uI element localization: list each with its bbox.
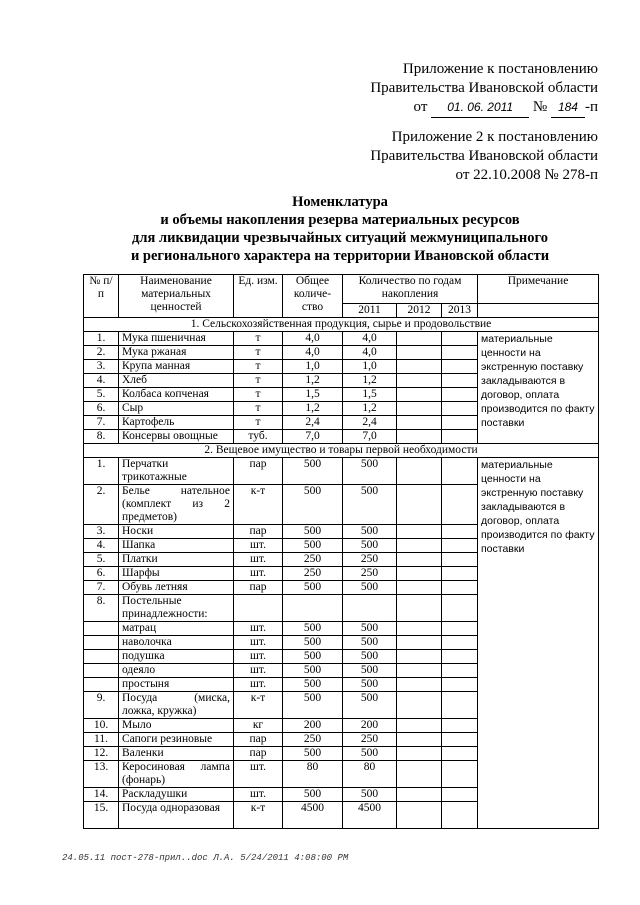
total-quantity: 2,4 [283,416,343,430]
col-header-num: № п/п [84,275,119,318]
qty-2011: 500 [343,636,397,650]
qty-2011: 500 [343,622,397,636]
row-number: 6. [84,567,119,581]
qty-2013 [442,539,478,553]
item-name: Обувь летняя [119,581,234,595]
col-header-total: Общее количе-ство [283,275,343,318]
qty-2011: 2,4 [343,416,397,430]
row-number: 3. [84,525,119,539]
unit: т [234,332,283,346]
total-quantity: 500 [283,678,343,692]
qty-2011: 500 [343,458,397,485]
qty-2013 [442,692,478,719]
row-number: 4. [84,374,119,388]
total-quantity: 500 [283,525,343,539]
unit: шт. [234,788,283,802]
row-number: 2. [84,346,119,360]
total-quantity: 500 [283,539,343,553]
item-name: Шарфы [119,567,234,581]
item-name: Перчатки трикотажные [119,458,234,485]
qty-2012 [397,360,442,374]
qty-2013 [442,332,478,346]
qty-2013 [442,402,478,416]
section-row [84,318,599,332]
row-number [84,664,119,678]
handwritten-date: 01. 06. 2011 [431,98,529,118]
total-quantity: 500 [283,622,343,636]
total-quantity: 500 [283,664,343,678]
qty-2011: 200 [343,719,397,733]
total-quantity: 500 [283,788,343,802]
total-quantity: 7,0 [283,430,343,444]
item-name: Посуда (миска, ложка, кружка) [119,692,234,719]
item-name: Мыло [119,719,234,733]
section-row [84,444,599,458]
row-number [84,650,119,664]
total-quantity: 500 [283,636,343,650]
unit: шт. [234,622,283,636]
item-name: Сапоги резиновые [119,733,234,747]
qty-2011: 4,0 [343,332,397,346]
item-name: наволочка [119,636,234,650]
row-number: 8. [84,430,119,444]
total-quantity: 1,5 [283,388,343,402]
qty-2011: 4500 [343,802,397,829]
col-header-name: Наименование материальных ценностей [119,275,234,318]
qty-2012 [397,802,442,829]
qty-2013 [442,485,478,525]
qty-2013 [442,388,478,402]
unit: к-т [234,485,283,525]
qty-2012 [397,539,442,553]
row-number: 1. [84,458,119,485]
qty-2011: 500 [343,525,397,539]
title-line: и регионального характера на территории Ивановской области [130,248,550,264]
table-row [84,332,599,346]
total-quantity: 500 [283,458,343,485]
qty-2013 [442,636,478,650]
item-name: Посуда одноразовая [119,802,234,829]
qty-2011: 80 [343,761,397,788]
qty-2013 [442,374,478,388]
col-header-note-blank [478,304,599,318]
row-number: 8. [84,595,119,622]
qty-2012 [397,485,442,525]
qty-2012 [397,747,442,761]
row-number: 4. [84,539,119,553]
total-quantity: 250 [283,733,343,747]
qty-2013 [442,525,478,539]
qty-2012 [397,402,442,416]
unit: к-т [234,802,283,829]
qty-2013 [442,430,478,444]
unit: шт. [234,539,283,553]
qty-2011: 500 [343,788,397,802]
row-number: 6. [84,402,119,416]
qty-2013 [442,650,478,664]
total-quantity: 4,0 [283,346,343,360]
qty-2012 [397,430,442,444]
resources-table [83,274,599,829]
col-header-note: Примечание [478,275,599,304]
item-name: Носки [119,525,234,539]
qty-2013 [442,360,478,374]
from-label: от [413,99,428,115]
num-suffix: -п [584,99,598,115]
unit: т [234,346,283,360]
qty-2012 [397,595,442,622]
unit: пар [234,525,283,539]
total-quantity: 500 [283,692,343,719]
qty-2013 [442,622,478,636]
col-header-2013: 2013 [442,304,478,318]
row-number: 15. [84,802,119,829]
qty-2013 [442,733,478,747]
qty-2011: 500 [343,664,397,678]
row-number: 7. [84,416,119,430]
total-quantity: 500 [283,747,343,761]
item-name: Сыр [119,402,234,416]
item-name: Хлеб [119,374,234,388]
qty-2011: 1,2 [343,374,397,388]
unit: шт. [234,664,283,678]
handwritten-number: 184 [551,98,585,118]
item-name: матрац [119,622,234,636]
item-name: Картофель [119,416,234,430]
qty-2012 [397,788,442,802]
unit: пар [234,733,283,747]
item-name: одеяло [119,664,234,678]
row-number: 1. [84,332,119,346]
qty-2013 [442,719,478,733]
qty-2011: 4,0 [343,346,397,360]
qty-2012 [397,692,442,719]
qty-2011: 500 [343,650,397,664]
unit: шт. [234,636,283,650]
title-line: и объемы накопления резерва материальных ресурсов [160,212,520,228]
row-number [84,678,119,692]
row-number: 9. [84,692,119,719]
qty-2011: 7,0 [343,430,397,444]
total-quantity: 1,2 [283,402,343,416]
total-quantity [283,595,343,622]
qty-2012 [397,678,442,692]
section-note: материальные ценности на экстренную поставку закладываются в договор, оплата производится по факту поставки [478,332,599,444]
qty-2012 [397,581,442,595]
row-number: 2. [84,485,119,525]
row-number [84,636,119,650]
item-name: Мука ржаная [119,346,234,360]
header-line: Приложение к постановлению [402,61,598,77]
unit: шт. [234,761,283,788]
item-name: Раскладушки [119,788,234,802]
item-name: Колбаса копченая [119,388,234,402]
row-number: 5. [84,553,119,567]
qty-2011: 500 [343,747,397,761]
qty-2012 [397,636,442,650]
unit: т [234,402,283,416]
item-name: Платки [119,553,234,567]
total-quantity: 80 [283,761,343,788]
header-line: от 22.10.2008 № 278-п [455,167,598,183]
qty-2012 [397,332,442,346]
qty-2012 [397,346,442,360]
unit [234,595,283,622]
qty-2012 [397,553,442,567]
item-name: простыня [119,678,234,692]
total-quantity: 4,0 [283,332,343,346]
total-quantity: 500 [283,650,343,664]
total-quantity: 200 [283,719,343,733]
qty-2011: 1,2 [343,402,397,416]
header-line: Правительства Ивановской области [370,80,598,96]
qty-2011: 250 [343,553,397,567]
qty-2013 [442,747,478,761]
total-quantity: 500 [283,485,343,525]
unit: туб. [234,430,283,444]
col-header-years: Количество по годам накопления [343,275,478,304]
title-line: для ликвидации чрезвычайных ситуаций межмуниципального [132,230,548,246]
qty-2011: 500 [343,539,397,553]
qty-2012 [397,416,442,430]
unit: пар [234,458,283,485]
item-name: Консервы овощные [119,430,234,444]
total-quantity: 4500 [283,802,343,829]
item-name: Керосиновая лампа (фонарь) [119,761,234,788]
unit: пар [234,581,283,595]
qty-2012 [397,733,442,747]
qty-2013 [442,788,478,802]
qty-2013 [442,553,478,567]
qty-2012 [397,622,442,636]
row-number: 10. [84,719,119,733]
section-note: материальные ценности на экстренную поставку закладываются в договор, оплата производится по факту поставки [478,458,599,829]
row-number: 7. [84,581,119,595]
qty-2011: 1,0 [343,360,397,374]
qty-2012 [397,374,442,388]
item-name: Крупа манная [119,360,234,374]
unit: т [234,416,283,430]
col-header-2011: 2011 [343,304,397,318]
item-name: Постельные принадлежности: [119,595,234,622]
item-name: Белье нательное (комплект из 2 предметов) [119,485,234,525]
unit: шт. [234,553,283,567]
qty-2011: 500 [343,485,397,525]
unit: шт. [234,678,283,692]
qty-2011: 250 [343,733,397,747]
header-line: Приложение 2 к постановлению [391,129,598,145]
table-header-row [84,275,599,304]
unit: т [234,388,283,402]
qty-2012 [397,388,442,402]
qty-2012 [397,761,442,788]
qty-2013 [442,595,478,622]
qty-2011: 1,5 [343,388,397,402]
qty-2013 [442,802,478,829]
total-quantity: 250 [283,553,343,567]
document-footer: 24.05.11 пост-278-прил..doc Л.А. 5/24/2011 4:08:00 PM [62,853,349,863]
row-number [84,622,119,636]
qty-2011 [343,595,397,622]
item-name: подушка [119,650,234,664]
header-line: Правительства Ивановской области [370,148,598,164]
total-quantity: 1,0 [283,360,343,374]
row-number: 11. [84,733,119,747]
document-title [80,193,600,265]
section-title: 1. Сельскохозяйственная продукция, сырье и продовольствие [84,318,599,332]
appendix-2-header [370,128,598,185]
appendix-header [370,60,598,118]
qty-2013 [442,346,478,360]
unit: шт. [234,567,283,581]
unit: пар [234,747,283,761]
row-number: 13. [84,761,119,788]
row-number: 3. [84,360,119,374]
qty-2011: 500 [343,678,397,692]
num-sign: № [532,99,548,115]
unit: к-т [234,692,283,719]
total-quantity: 250 [283,567,343,581]
row-number: 14. [84,788,119,802]
qty-2013 [442,581,478,595]
qty-2013 [442,458,478,485]
qty-2011: 500 [343,692,397,719]
item-name: Валенки [119,747,234,761]
qty-2012 [397,525,442,539]
qty-2011: 500 [343,581,397,595]
item-name: Мука пшеничная [119,332,234,346]
qty-2012 [397,664,442,678]
col-header-unit: Ед. изм. [234,275,283,318]
table-row [84,458,599,485]
title-line: Номенклатура [292,194,388,210]
row-number: 12. [84,747,119,761]
col-header-2012: 2012 [397,304,442,318]
qty-2012 [397,458,442,485]
unit: шт. [234,650,283,664]
header-date-line [370,98,598,118]
qty-2012 [397,567,442,581]
qty-2012 [397,719,442,733]
qty-2013 [442,567,478,581]
qty-2013 [442,761,478,788]
row-number: 5. [84,388,119,402]
total-quantity: 500 [283,581,343,595]
unit: кг [234,719,283,733]
qty-2012 [397,650,442,664]
unit: т [234,374,283,388]
qty-2011: 250 [343,567,397,581]
qty-2013 [442,678,478,692]
qty-2013 [442,664,478,678]
total-quantity: 1,2 [283,374,343,388]
qty-2013 [442,416,478,430]
section-title: 2. Вещевое имущество и товары первой необходимости [84,444,599,458]
item-name: Шапка [119,539,234,553]
unit: т [234,360,283,374]
